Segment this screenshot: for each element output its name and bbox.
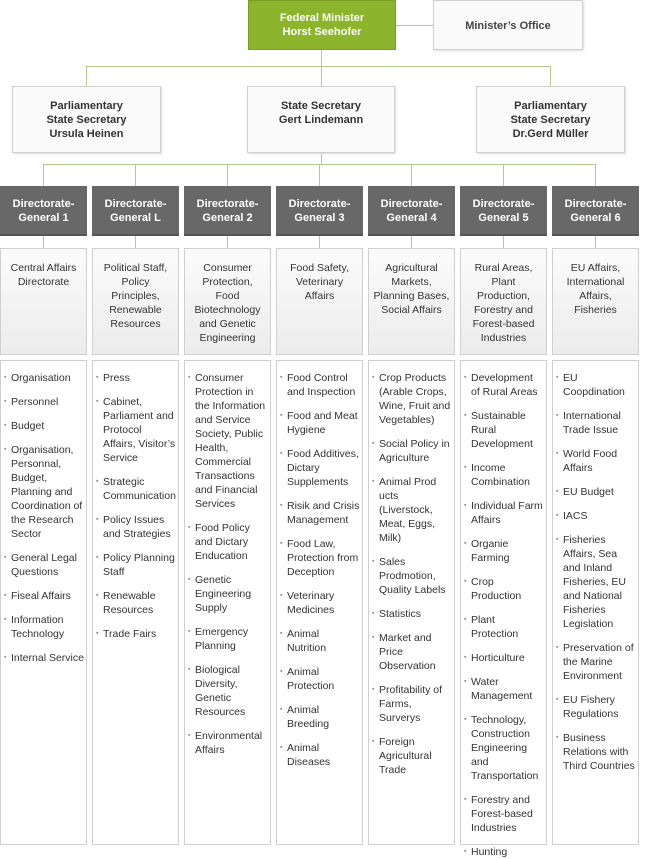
list-item: ▪ Organisation xyxy=(5,371,84,385)
list-item: ▪ Plant Protection xyxy=(465,613,544,641)
list-item: ▪ Development of Rural Areas xyxy=(465,371,544,399)
directorate-title: General 3 xyxy=(294,212,345,224)
directorate-title: General 2 xyxy=(202,212,253,224)
directorate-header-l[interactable] xyxy=(92,186,179,236)
connector-dg-3 xyxy=(319,164,320,186)
secretary-line: State Secretary xyxy=(510,114,591,126)
list-item: ▪ Renewable Resources xyxy=(97,589,176,617)
secretary-line: State Secretary xyxy=(46,114,127,126)
list-item: ▪ Organisation, Personnal, Budget, Planning and Coordination of the Research Sector xyxy=(5,443,84,541)
list-item: ▪ Profitability of Farms, Surverys xyxy=(373,683,452,725)
directorate-title: Directorate- xyxy=(12,198,75,210)
directorate-title: Directorate- xyxy=(380,198,443,210)
list-item: ▪ Statistics xyxy=(373,607,452,621)
list-item: ▪ Food Policy and Dictary Enducation xyxy=(189,521,268,563)
secretary-box-lindemann[interactable] xyxy=(247,86,395,153)
list-item: ▪ Trade Fairs xyxy=(97,627,176,641)
connector-dg-l xyxy=(135,164,136,186)
list-item: ▪ World Food Affairs xyxy=(557,447,636,475)
list-item: ▪ Hunting xyxy=(465,845,544,859)
directorate-area-1: Central Affairs Directorate xyxy=(0,248,87,355)
directorate-title: General 6 xyxy=(570,212,621,224)
connector-area-5 xyxy=(503,236,504,248)
directorate-title: Directorate- xyxy=(472,198,535,210)
directorate-list-3 xyxy=(276,360,363,845)
list-item: ▪ Forestry and Forest-based Industries xyxy=(465,793,544,835)
directorate-list-1 xyxy=(0,360,87,845)
list-item: ▪ Water Management xyxy=(465,675,544,703)
secretary-line: Parliamentary xyxy=(50,100,123,112)
directorate-header-6[interactable] xyxy=(552,186,639,236)
directorate-header-4[interactable] xyxy=(368,186,455,236)
list-item: ▪ Food and Meat Hygiene xyxy=(281,409,360,437)
list-item: ▪ IACS xyxy=(557,509,636,523)
list-item: ▪ Crop Products (Arable Crops, Wine, Fruit and Vegetables) xyxy=(373,371,452,427)
directorate-list-l xyxy=(92,360,179,845)
list-item: ▪ Business Relations with Third Countries xyxy=(557,731,636,773)
directorate-title: Directorate- xyxy=(104,198,167,210)
secretary-line: State Secretary xyxy=(280,100,362,112)
directorate-list-5 xyxy=(460,360,547,858)
directorate-area-3: Food Safety, Veterinary Affairs xyxy=(276,248,363,355)
list-item: ▪ Information Technology xyxy=(5,613,84,641)
connector-right-secretary xyxy=(550,66,551,86)
ministers-office-box[interactable] xyxy=(433,0,583,50)
connector-area-1 xyxy=(43,236,44,248)
list-item: ▪ Organie Farming xyxy=(465,537,544,565)
list-item: ▪ Animal Diseases xyxy=(281,741,360,769)
connector-secretaries-bar xyxy=(86,66,551,67)
directorate-title: General 4 xyxy=(386,212,437,224)
secretary-box-heinen[interactable] xyxy=(12,86,161,153)
list-item: ▪ EU Fishery Regulations xyxy=(557,693,636,721)
list-item: ▪ Preservation of the Marine Environment xyxy=(557,641,636,683)
list-item: ▪ International Trade Issue xyxy=(557,409,636,437)
minister-name: Horst Seehofer xyxy=(282,26,362,38)
directorate-area-2: Consumer Protection, Food Biotechnology and Genetic Engineering xyxy=(184,248,271,355)
directorate-title: General L xyxy=(110,212,161,224)
directorate-area-l: Political Staff, Policy Principles, Renewable Resources xyxy=(92,248,179,355)
connector-area-4 xyxy=(411,236,412,248)
list-item: ▪ Market and Price Observation xyxy=(373,631,452,673)
secretary-box-mueller[interactable] xyxy=(476,86,625,153)
directorate-header-3[interactable] xyxy=(276,186,363,236)
connector-dg-5 xyxy=(503,164,504,186)
directorate-area-5: Rural Areas, Plant Production, Forestry and Forest-based Industries xyxy=(460,248,547,355)
connector-dg-1 xyxy=(43,164,44,186)
list-item: ▪ Animal Breeding xyxy=(281,703,360,731)
federal-minister-box[interactable] xyxy=(248,0,396,50)
list-item: ▪ Technology, Construction Engineering and Transportation xyxy=(465,713,544,783)
directorate-title: Directorate- xyxy=(564,198,627,210)
office-label: Minister’s Office xyxy=(465,20,551,32)
connector-dg-2 xyxy=(227,164,228,186)
connector-area-3 xyxy=(319,236,320,248)
list-item: ▪ Policy Issues and Strategies xyxy=(97,513,176,541)
list-item: ▪ Food Additives, Dictary Supplements xyxy=(281,447,360,489)
list-item: ▪ Individual Farm Affairs xyxy=(465,499,544,527)
directorate-header-5[interactable] xyxy=(460,186,547,236)
connector-area-l xyxy=(135,236,136,248)
list-item: ▪ Policy Planning Staff xyxy=(97,551,176,579)
list-item: ▪ Strategic Communication xyxy=(97,475,176,503)
secretary-line: Parliamentary xyxy=(514,100,587,112)
connector-area-6 xyxy=(595,236,596,248)
list-item: ▪ Food Control and Inspection xyxy=(281,371,360,399)
list-item: ▪ Social Policy in Agriculture xyxy=(373,437,452,465)
directorate-title: General 5 xyxy=(478,212,529,224)
list-item: ▪ Personnel xyxy=(5,395,84,409)
directorate-title: Directorate- xyxy=(196,198,259,210)
list-item: ▪ Risik and Crisis Management xyxy=(281,499,360,527)
list-item: ▪ Genetic Engineering Supply xyxy=(189,573,268,615)
list-item: ▪ General Legal Questions xyxy=(5,551,84,579)
connector-minister-office xyxy=(396,25,433,26)
directorate-header-1[interactable] xyxy=(0,186,87,236)
secretary-line: Dr.Gerd Müller xyxy=(512,128,589,140)
list-item: ▪ Horticulture xyxy=(465,651,544,665)
list-item: ▪ Cabinet, Parliament and Protocol Affairs, Visitor’s Service xyxy=(97,395,176,465)
list-item: ▪ Internal Service xyxy=(5,651,84,665)
connector-dg-4 xyxy=(411,164,412,186)
connector-area-2 xyxy=(227,236,228,248)
directorate-area-6: EU Affairs, International Affairs, Fisheries xyxy=(552,248,639,355)
list-item: ▪ Income Combination xyxy=(465,461,544,489)
list-item: ▪ Foreign Agricultural Trade xyxy=(373,735,452,777)
directorate-list-6 xyxy=(552,360,639,845)
secretary-line: Ursula Heinen xyxy=(49,128,124,140)
minister-title: Federal Minister xyxy=(279,12,365,24)
list-item: ▪ Food Law, Protection from Deception xyxy=(281,537,360,579)
secretary-line: Gert Lindemann xyxy=(278,114,364,126)
directorate-header-2[interactable] xyxy=(184,186,271,236)
list-item: ▪ Veterinary Medicines xyxy=(281,589,360,617)
list-item: ▪ Emergency Planning xyxy=(189,625,268,653)
connector-minister-down xyxy=(321,50,322,86)
list-item: ▪ Fisheries Affairs, Sea and Inland Fisheries, EU and National Fisheries Legislation xyxy=(557,533,636,631)
list-item: ▪ Animal Nutrition xyxy=(281,627,360,655)
list-item: ▪ Animal Protection xyxy=(281,665,360,693)
list-item: ▪ Animal Prod ucts (Liverstock, Meat, Eggs, Milk) xyxy=(373,475,452,545)
directorate-title: General 1 xyxy=(18,212,69,224)
directorate-title: Directorate- xyxy=(288,198,351,210)
list-item: ▪ Consumer Protection in the Information and Service Society, Public Health, Commercial Transactions and Financial Services xyxy=(189,371,268,511)
list-item: ▪ Budget xyxy=(5,419,84,433)
directorate-list-4 xyxy=(368,360,455,845)
directorate-area-4: Agricultural Markets, Planning Bases, Social Affairs xyxy=(368,248,455,355)
connector-left-secretary xyxy=(86,66,87,86)
list-item: ▪ Environmental Affairs xyxy=(189,729,268,757)
connector-dg-6 xyxy=(595,164,596,186)
directorate-list-2 xyxy=(184,360,271,845)
list-item: ▪ Sustainable Rural Development xyxy=(465,409,544,451)
list-item: ▪ EU Budget xyxy=(557,485,636,499)
list-item: ▪ Sales Prodmotion, Quality Labels xyxy=(373,555,452,597)
list-item: ▪ Fiseal Affairs xyxy=(5,589,84,603)
list-item: ▪ Press xyxy=(97,371,176,385)
list-item: ▪ Crop Production xyxy=(465,575,544,603)
list-item: ▪ Biological Diversity, Genetic Resources xyxy=(189,663,268,719)
list-item: ▪ EU Coopdination xyxy=(557,371,636,399)
